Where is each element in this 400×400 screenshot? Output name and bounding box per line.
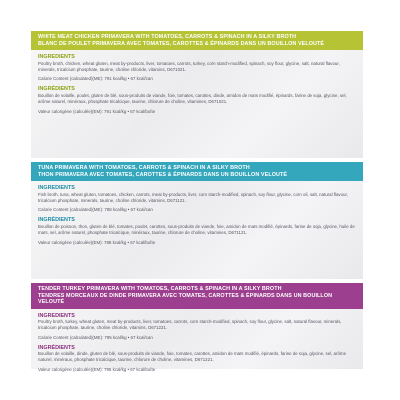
chicken-section — [31, 31, 363, 158]
turkey-title-banner — [31, 283, 363, 309]
turkey-calorie-content: Calorie Content (calculated)(ME): 795 kcal/kg • 67 kcal/can — [38, 335, 153, 340]
tuna-section — [31, 162, 363, 279]
tuna-title-banner — [31, 162, 363, 181]
tuna-ingredients-text: Fish broth, tuna, wheat gluten, tomatoes, chicken, carrots, meat by-products, liver, corn starch-modified, spinach, soy flour, glycine, corn oil, salt, natural flavour, tricalcium phosphate, minerals, taurine, choline chloride, vitamins, D671121. — [38, 191, 348, 203]
chicken-body — [31, 50, 363, 114]
chicken-ingredients-text: Poultry broth, chicken, wheat gluten, meat by-products, liver, tomatoes, carrots, turkey, corn starch-modified, spinach, soy flour, glycine, salt, natural flavour, minerals, tricalcium phosphate, taurine, choline chloride, vitamins, D671021. — [38, 60, 340, 72]
tuna-ingredients-heading: INGREDIENTS — [38, 185, 75, 192]
tuna-body — [31, 181, 363, 245]
turkey-ingredients-fr-heading: INGRÉDIENTS — [38, 344, 75, 351]
turkey-body — [31, 309, 363, 373]
tuna-ingredients-fr-heading: INGRÉDIENTS — [38, 217, 75, 224]
tuna-title-fr: THON PRIMAVERA AVEC TOMATES, CAROTTES & ÉPINARDS DANS UN BOUILLON VELOUTÉ — [38, 171, 288, 178]
chicken-ingredients-fr-heading: INGRÉDIENTS — [38, 86, 75, 93]
turkey-ingredients-text: Poultry broth, turkey, wheat gluten, meat by-products, liver, tomatoes, carrots, corn starch-modified, spinach, soy flour, glycine, salt, natural flavour, minerals, tricalcium phosphate, taurine, choline chloride, vitamins, D671221. — [38, 319, 342, 331]
tuna-calorie-content-fr: Valeur calorigène (calculée)(EM): 788 kcal/kg • 67 kcal/boîte — [38, 239, 156, 245]
chicken-calorie-content: Calorie Content (calculated)(ME): 791 kcal/kg • 67 kcal/can — [38, 76, 153, 82]
turkey-title-fr: TENDRES MORCEAUX DE DINDE PRIMAVERA AVEC TOMATES, CAROTTES & ÉPINARDS DANS UN BOUILLON VELOUTÉ — [38, 292, 333, 306]
turkey-ingredients-heading: INGREDIENTS — [38, 312, 75, 319]
tuna-title-en: TUNA PRIMAVERA WITH TOMATOES, CARROTS & SPINACH IN A SILKY BROTH — [38, 165, 250, 171]
chicken-calorie-content-fr: Valeur calorigène (calculée)(EM): 791 kcal/kg • 67 kcal/boîte — [38, 108, 156, 114]
tuna-ingredients-fr-text: Bouillon de poisson, thon, gluten de blé, tomates, poulet, carottes, sous-produits de viande, foie, amidon de maïs modifié, épinards, farine de soja, glycine, huile de maïs, sel, arôme naturel, phosphate tricalcique, minéraux, taurine, chlorure de choline, vitamines, D671121. — [38, 223, 355, 235]
chicken-ingredients-fr-text: Bouillon de volaille, poulet, gluten de blé, sous-produits de viande, foie, tomates, carottes, dinde, amidon de maïs modifié, épinards, farine de soja, glycine, sel, arôme naturel, minéraux, phosphate tricalcique, taurine, chlorure de choline, vitamines, D671021. — [38, 92, 347, 104]
chicken-ingredients-heading: INGREDIENTS — [38, 54, 75, 61]
chicken-title-banner — [31, 31, 363, 50]
turkey-calorie-content-fr: Valeur calorigène (calculée)(EM): 795 kcal/kg • 67 kcal/boîte — [38, 367, 156, 373]
turkey-section — [31, 283, 363, 373]
chicken-title-fr: BLANC DE POULET PRIMAVERA AVEC TOMATES, CAROTTES & ÉPINARDS DANS UN BOUILLON VELOUTÉ — [38, 40, 325, 47]
turkey-ingredients-fr-text: Bouillon de volaille, dinde, gluten de blé, sous-produits de viande, foie, tomates, carottes, amidon de maïs modifié, épinards, farine de soja, glycine, sel, arôme naturel, minéraux, phosphate tricalcique, taurine, chlorure de choline, vitamines, D671221. — [38, 351, 347, 363]
turkey-title-en: TENDER TURKEY PRIMAVERA WITH TOMATOES, CARROTS & SPINACH IN A SILKY BROTH — [38, 286, 282, 292]
tuna-calorie-content: Calorie Content (calculated)(ME): 788 kcal/kg • 67 kcal/can — [38, 207, 153, 213]
chicken-title-en: WHITE MEAT CHICKEN PRIMAVERA WITH TOMATOES, CARROTS & SPINACH IN A SILKY BROTH — [38, 34, 297, 40]
